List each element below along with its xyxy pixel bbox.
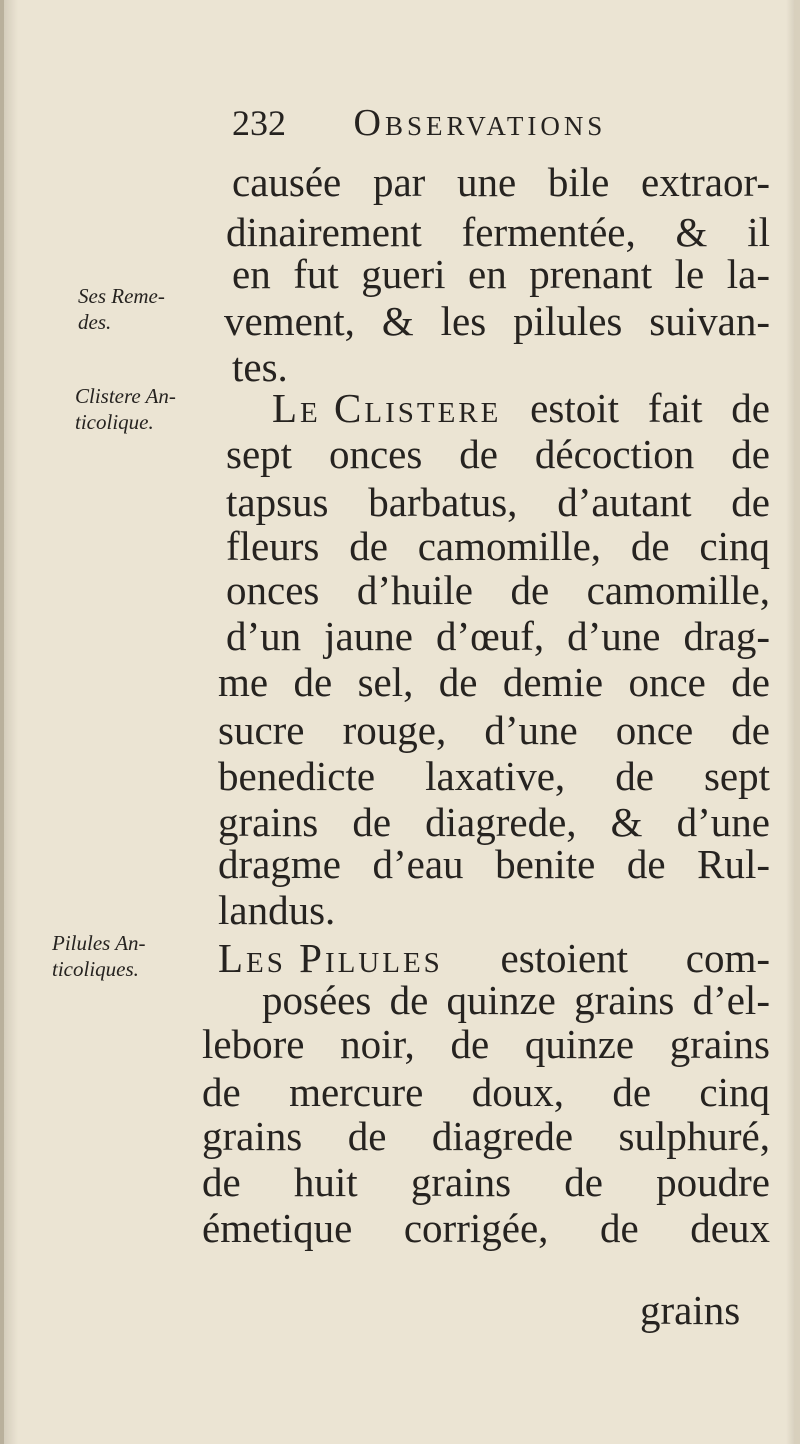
text-line: onces d’huile de camomille, <box>226 567 770 613</box>
text-line: causée par une bile extraor- <box>232 159 770 205</box>
text-line: émetique corrigée, de deux <box>202 1205 770 1251</box>
text-line: sept onces de décoction de <box>226 431 770 477</box>
running-head <box>232 98 692 148</box>
text-line: grains de diagrede, & d’une <box>218 799 770 845</box>
margin-note-remedies <box>78 283 165 335</box>
page-edge <box>794 0 800 1444</box>
text-line: grains de diagrede sulphuré, <box>202 1113 770 1159</box>
text-line: de huit grains de poudre <box>202 1159 770 1205</box>
text-line: me de sel, de demie once de <box>218 659 770 705</box>
margin-note-line: ticolique. <box>75 410 154 434</box>
running-title: Observations <box>353 102 607 144</box>
margin-note-clistere <box>75 383 176 435</box>
catchword: grains <box>640 1287 741 1333</box>
text-line: fleurs de camomille, de cinq <box>226 523 770 569</box>
text-line: lebore noir, de quinze grains <box>202 1021 770 1067</box>
margin-note-line: Clistere An- <box>75 384 176 408</box>
text-line: benedicte laxative, de sept <box>218 753 770 799</box>
margin-note-line: Ses Reme- <box>78 284 165 308</box>
text-line: dragme d’eau benite de Rul- <box>218 841 770 887</box>
text-line: Les Pilules estoient com- <box>218 935 770 981</box>
text-line: sucre rouge, d’une once de <box>218 707 770 753</box>
text-line: landus. <box>218 887 336 933</box>
margin-note-line: des. <box>78 310 112 334</box>
text-line: dinairement fermentée, & il <box>226 209 770 255</box>
text-line: posées de quinze grains d’el- <box>262 977 770 1023</box>
page-gutter-shadow <box>0 0 4 1444</box>
page-number: 232 <box>232 103 286 143</box>
margin-note-pilules <box>52 930 146 982</box>
text-line: tes. <box>232 344 288 390</box>
margin-note-line: ticoliques. <box>52 957 139 981</box>
text-line: de mercure doux, de cinq <box>202 1069 770 1115</box>
text-line: vement, & les pilules suivan- <box>224 298 770 344</box>
text-line: en fut gueri en prenant le la- <box>232 251 770 297</box>
text-line: d’un jaune d’œuf, d’une drag- <box>226 613 770 659</box>
text-line: tapsus barbatus, d’autant de <box>226 479 770 525</box>
text-line: Le Clistere estoit fait de <box>272 385 770 431</box>
margin-note-line: Pilules An- <box>52 931 146 955</box>
